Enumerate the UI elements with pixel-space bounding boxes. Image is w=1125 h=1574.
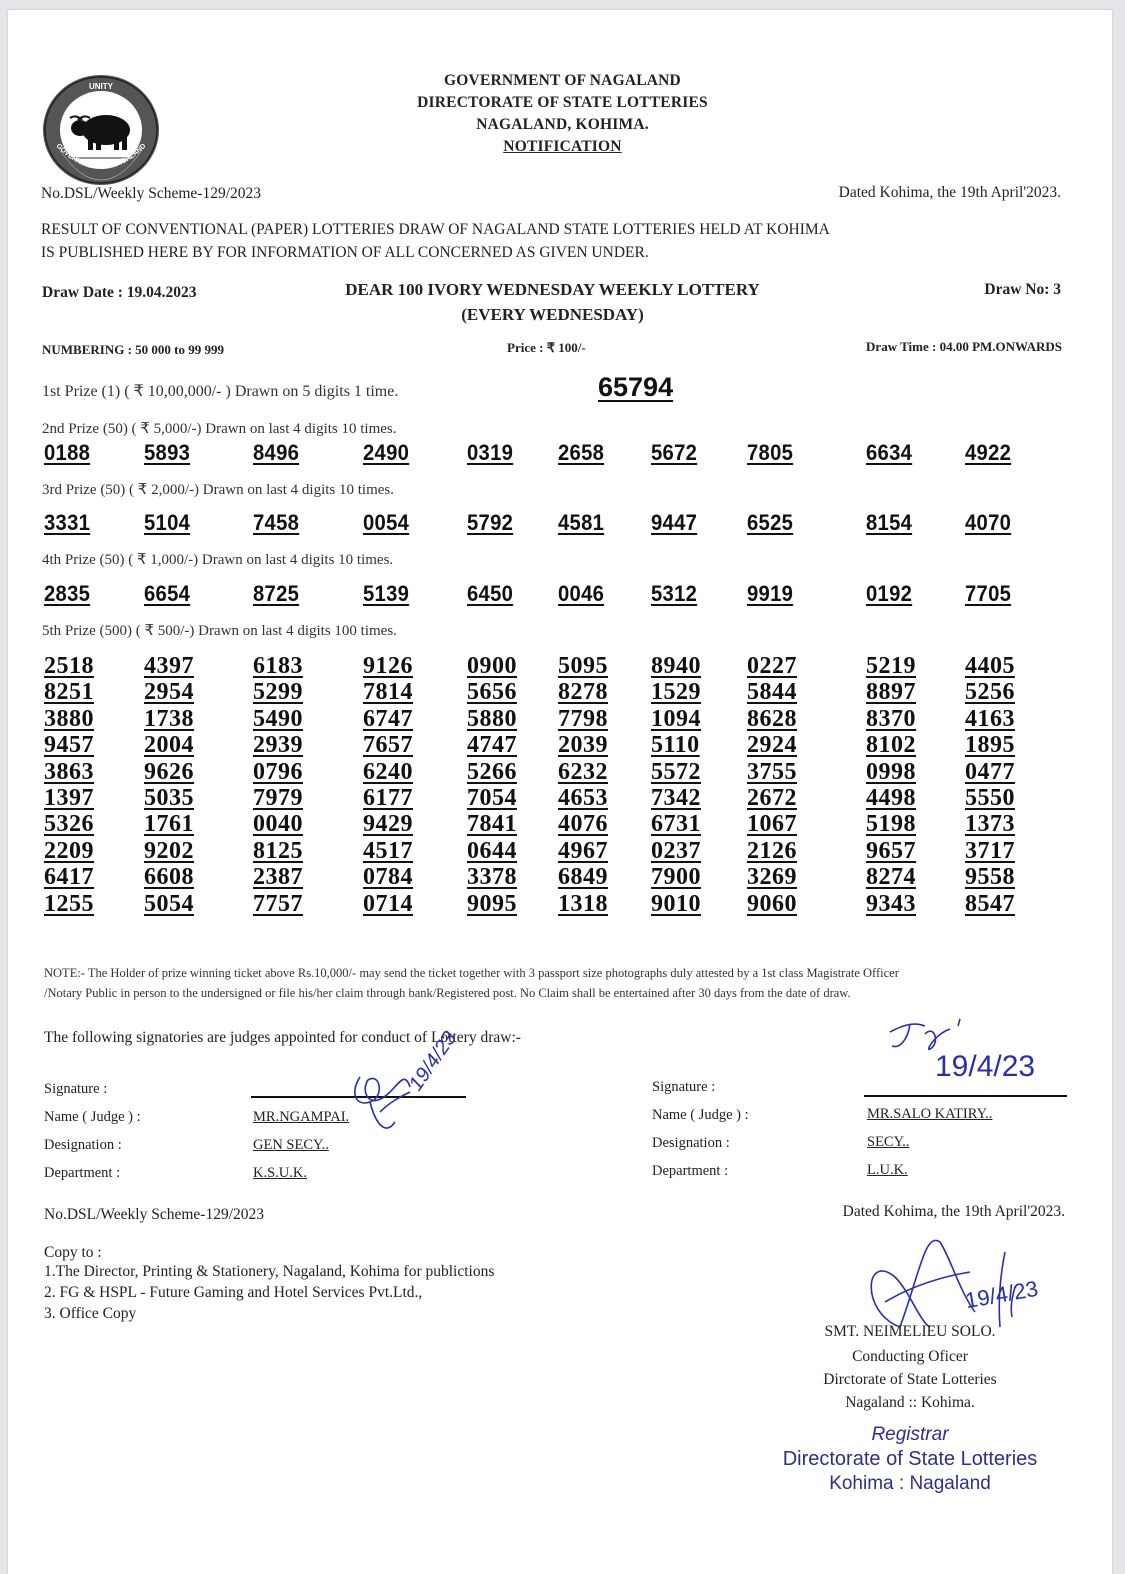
officer-title: Conducting Oficer: [852, 1348, 968, 1365]
winning-number: 1738: [144, 705, 194, 732]
dated-text: Dated Kohima, the 19th April'2023.: [838, 184, 1061, 201]
officer-place: Nagaland :: Kohima.: [845, 1394, 975, 1411]
winning-number: 4967: [558, 837, 608, 864]
winning-number: 5095: [558, 653, 608, 679]
winning-number: 4517: [363, 837, 413, 864]
winning-number: 1255: [44, 890, 94, 917]
winning-number: 1373: [965, 811, 1015, 838]
winning-number: 6183: [253, 653, 303, 679]
winning-number: 9919: [747, 581, 794, 606]
officer-signature-date: 19/4/23: [963, 1275, 1040, 1314]
winning-number: 7900: [651, 864, 701, 891]
winning-number: 0040: [253, 811, 303, 838]
winning-number: 5656: [467, 679, 517, 706]
winning-number: 9095: [467, 890, 517, 917]
lottery-title: DEAR 100 IVORY WEDNESDAY WEEKLY LOTTERY: [345, 280, 760, 299]
winning-number: 2924: [747, 732, 797, 759]
winning-number: 7054: [467, 785, 517, 811]
winning-number: 0046: [558, 581, 605, 606]
lottery-subtitle: (EVERY WEDNESDAY): [461, 305, 644, 324]
winning-number: 5299: [253, 679, 303, 706]
winning-number: 3755: [747, 758, 797, 785]
winning-number: 6731: [651, 811, 701, 838]
winning-number: 8725: [253, 581, 300, 606]
winning-number: 0477: [965, 758, 1015, 785]
reference-number: No.DSL/Weekly Scheme-129/2023: [41, 185, 262, 202]
registrar-stamp-title: Registrar: [871, 1424, 949, 1445]
winning-number: 6450: [467, 581, 514, 606]
winning-number: 0784: [363, 864, 413, 891]
winning-number: 6525: [747, 510, 794, 535]
winning-number: 2954: [144, 679, 194, 706]
winning-number: 2518: [44, 653, 94, 679]
winning-number: 5139: [363, 581, 410, 606]
winning-number: 5256: [965, 679, 1015, 706]
winning-number: 8251: [44, 679, 94, 706]
winning-number: 4397: [144, 653, 194, 679]
winning-number: 0998: [866, 758, 916, 785]
header-directorate: DIRECTORATE OF STATE LOTTERIES: [417, 94, 708, 111]
copy-to-label: Copy to :: [44, 1244, 102, 1261]
winning-number: 9343: [866, 890, 916, 917]
winning-number: 5490: [253, 705, 303, 732]
winning-number: 9010: [651, 890, 701, 917]
winning-number: 7342: [651, 785, 701, 811]
winning-number: 6608: [144, 864, 194, 891]
winning-number: 5219: [866, 653, 916, 679]
winning-number: 3269: [747, 864, 797, 891]
svg-text:GOVERNMENT OF NAGALAND: GOVERNMENT OF NAGALAND: [54, 142, 148, 172]
winning-number: 6232: [558, 758, 608, 785]
ticket-price: Price : ₹ 100/-: [507, 340, 586, 355]
winning-number: 4498: [866, 785, 916, 811]
winning-number: 2835: [44, 581, 91, 606]
second-prize-label: 2nd Prize (50) ( ₹ 5,000/-) Drawn on last 4 digits 10 times.: [42, 421, 397, 437]
winning-number: 4747: [467, 732, 517, 759]
winning-number: 1067: [747, 811, 797, 838]
winning-number: 3863: [44, 758, 94, 785]
fifth-prize-label: 5th Prize (500) ( ₹ 500/-) Drawn on last 4 digits 100 times.: [42, 623, 397, 639]
judge2-signature-label: Signature :: [652, 1079, 716, 1095]
winning-number: 6849: [558, 864, 608, 891]
winning-number: 9558: [965, 864, 1015, 891]
winning-number: 3378: [467, 864, 517, 891]
winning-number: 9626: [144, 758, 194, 785]
judge1-department-label: Department :: [44, 1165, 121, 1181]
winning-number: 8940: [651, 653, 701, 679]
winning-number: 2039: [558, 732, 608, 759]
winning-number: 8897: [866, 679, 916, 706]
judge1-department: K.S.U.K.: [253, 1165, 307, 1181]
winning-number: 2490: [363, 440, 410, 465]
winning-number: 4076: [558, 811, 608, 838]
winning-number: 8274: [866, 864, 916, 891]
winning-number: 5035: [144, 785, 194, 811]
winning-number: 0192: [866, 581, 913, 606]
winning-number: 2126: [747, 837, 797, 864]
winning-number: 6417: [44, 864, 94, 891]
judge2-department: L.U.K.: [867, 1162, 908, 1178]
judge1-name: MR.NGAMPAI.: [253, 1109, 350, 1125]
winning-number: 2672: [747, 785, 797, 811]
judge2-name: MR.SALO KATIRY..: [867, 1106, 993, 1122]
winning-number: 7458: [253, 510, 300, 535]
intro-line-2: IS PUBLISHED HERE BY FOR INFORMATION OF ALL CONCERNED AS GIVEN UNDER.: [41, 244, 649, 261]
winning-number: 5266: [467, 758, 517, 785]
winning-number: 2658: [558, 440, 605, 465]
winning-number: 6177: [363, 785, 413, 811]
winning-number: 9126: [363, 653, 413, 679]
judge1-designation: GEN SECY..: [253, 1137, 329, 1153]
header-notification: NOTIFICATION: [503, 138, 622, 155]
officer-name: SMT. NEIMELIEU SOLO.: [824, 1323, 996, 1340]
winning-number: 2004: [144, 732, 194, 759]
winning-number: 8154: [866, 510, 913, 535]
winning-number: 4163: [965, 705, 1015, 732]
winning-number: 0319: [467, 440, 514, 465]
footer-reference-number: No.DSL/Weekly Scheme-129/2023: [44, 1206, 265, 1223]
winning-number: 4922: [965, 440, 1012, 465]
judge1-designation-label: Designation :: [44, 1137, 122, 1153]
winning-number: 9060: [747, 890, 797, 917]
winning-number: 7814: [363, 679, 413, 706]
footer-dated-text: Dated Kohima, the 19th April'2023.: [842, 1203, 1065, 1220]
judge2-department-label: Department :: [652, 1163, 729, 1179]
third-prize-label: 3rd Prize (50) ( ₹ 2,000/-) Drawn on last 4 digits 10 times.: [42, 482, 394, 498]
winning-number: 9202: [144, 837, 194, 864]
winning-number: 0227: [747, 653, 797, 679]
first-prize-number: 65794: [598, 372, 674, 402]
first-prize-label: 1st Prize (1) ( ₹ 10,00,000/- ) Drawn on 5 digits 1 time.: [42, 383, 399, 400]
intro-line-1: RESULT OF CONVENTIONAL (PAPER) LOTTERIES DRAW OF NAGALAND STATE LOTTERIES HELD AT KOHIMA: [41, 221, 830, 238]
winning-number: 3717: [965, 837, 1015, 864]
draw-time: Draw Time : 04.00 PM.ONWARDS: [866, 339, 1062, 354]
winning-number: 7757: [253, 890, 303, 917]
judge1-name-label: Name ( Judge ) :: [44, 1109, 141, 1125]
judge2-designation: SECY..: [867, 1134, 910, 1150]
winning-number: 8496: [253, 440, 300, 465]
judge2-name-label: Name ( Judge ) :: [652, 1107, 749, 1123]
winning-number: 7841: [467, 811, 517, 838]
registrar-stamp-org: Directorate of State Lotteries: [782, 1448, 1038, 1470]
winning-number: 3331: [44, 510, 91, 535]
winning-number: 5326: [44, 811, 94, 838]
winning-number: 5792: [467, 510, 514, 535]
registrar-stamp-place: Kohima : Nagaland: [829, 1473, 991, 1494]
winning-number: 1318: [558, 890, 608, 917]
winning-number: 7979: [253, 785, 303, 811]
winning-number: 0054: [363, 510, 410, 535]
note-line-1: NOTE:- The Holder of prize winning ticket above Rs.10,000/- may send the ticket together with 3 passport size photographs duly attested by a 1st class Magistrate Officer: [44, 966, 899, 980]
winning-number: 7657: [363, 732, 413, 759]
winning-number: 0237: [651, 837, 701, 864]
winning-number: 0796: [253, 758, 303, 785]
judge1-signature-label: Signature :: [44, 1081, 108, 1097]
winning-number: 6654: [144, 581, 191, 606]
winning-number: 7798: [558, 705, 608, 732]
header-location: NAGALAND, KOHIMA.: [476, 116, 649, 133]
winning-number: 8102: [866, 732, 916, 759]
fourth-prize-label: 4th Prize (50) ( ₹ 1,000/-) Drawn on last 4 digits 10 times.: [42, 552, 394, 568]
winning-number: 5312: [651, 581, 698, 606]
copy-item-3: 3. Office Copy: [44, 1305, 137, 1322]
winning-number: 1094: [651, 705, 701, 732]
winning-number: 5110: [651, 732, 700, 759]
winning-number: 6634: [866, 440, 913, 465]
winning-number: 8278: [558, 679, 608, 706]
winning-number: 3880: [44, 705, 94, 732]
winning-number: 5104: [144, 510, 191, 535]
winning-number: 9447: [651, 510, 698, 535]
header-government: GOVERNMENT OF NAGALAND: [444, 72, 681, 89]
winning-number: 7705: [965, 581, 1012, 606]
copy-item-1: 1.The Director, Printing & Stationery, Nagaland, Kohima for publictions: [44, 1263, 495, 1280]
winning-number: 8125: [253, 837, 303, 864]
winning-number: 9657: [866, 837, 916, 864]
winning-number: 9457: [44, 732, 94, 759]
draw-date: Draw Date : 19.04.2023: [42, 284, 197, 301]
draw-number: Draw No: 3: [984, 281, 1061, 298]
judge2-signature-line: [864, 1095, 1067, 1097]
winning-number: 1529: [651, 679, 701, 706]
winning-number: 8547: [965, 890, 1015, 917]
officer-organization: Dirctorate of State Lotteries: [823, 1371, 997, 1388]
winning-number: 4405: [965, 653, 1015, 679]
winning-number: 5054: [144, 890, 194, 917]
judge1-signature-date: 19/4/23: [404, 1027, 462, 1095]
winning-number: 6240: [363, 758, 413, 785]
note-line-2: /Notary Public in person to the undersigned or file his/her claim through bank/Registered post. No Claim shall be entertained after 30 days from the date of draw.: [44, 986, 851, 1000]
winning-number: 0714: [363, 890, 413, 917]
winning-number: 5880: [467, 705, 517, 732]
winning-number: 2387: [253, 864, 303, 891]
winning-number: 5550: [965, 785, 1015, 811]
winning-number: 0900: [467, 653, 517, 679]
judge2-signature-date: 19/4/23: [935, 1050, 1036, 1083]
winning-number: 8370: [866, 705, 916, 732]
winning-number: 8628: [747, 705, 797, 732]
winning-number: 7805: [747, 440, 794, 465]
winning-number: 5572: [651, 758, 701, 785]
winning-number: 2209: [44, 837, 94, 864]
winning-number: 1397: [44, 785, 94, 811]
winning-number: 5893: [144, 440, 191, 465]
winning-number: 9429: [363, 811, 413, 838]
winning-number: 1761: [144, 811, 194, 838]
judges-intro: The following signatories are judges appointed for conduct of Lottery draw:-: [44, 1029, 521, 1046]
winning-number: 0644: [467, 837, 517, 864]
winning-number: 4581: [558, 510, 605, 535]
winning-number: 5198: [866, 811, 916, 838]
winning-number: 0188: [44, 440, 91, 465]
winning-number: 6747: [363, 705, 413, 732]
winning-number: 4070: [965, 510, 1012, 535]
winning-number: 5672: [651, 440, 698, 465]
judge2-designation-label: Designation :: [652, 1135, 730, 1151]
winning-number: 4653: [558, 785, 608, 811]
svg-text:UNITY: UNITY: [89, 82, 113, 91]
winning-number: 5844: [747, 679, 797, 706]
numbering-range: NUMBERING : 50 000 to 99 999: [42, 342, 224, 357]
copy-item-2: 2. FG & HSPL - Future Gaming and Hotel Services Pvt.Ltd.,: [44, 1284, 423, 1301]
winning-number: 1895: [965, 732, 1015, 759]
winning-number: 2939: [253, 732, 303, 759]
